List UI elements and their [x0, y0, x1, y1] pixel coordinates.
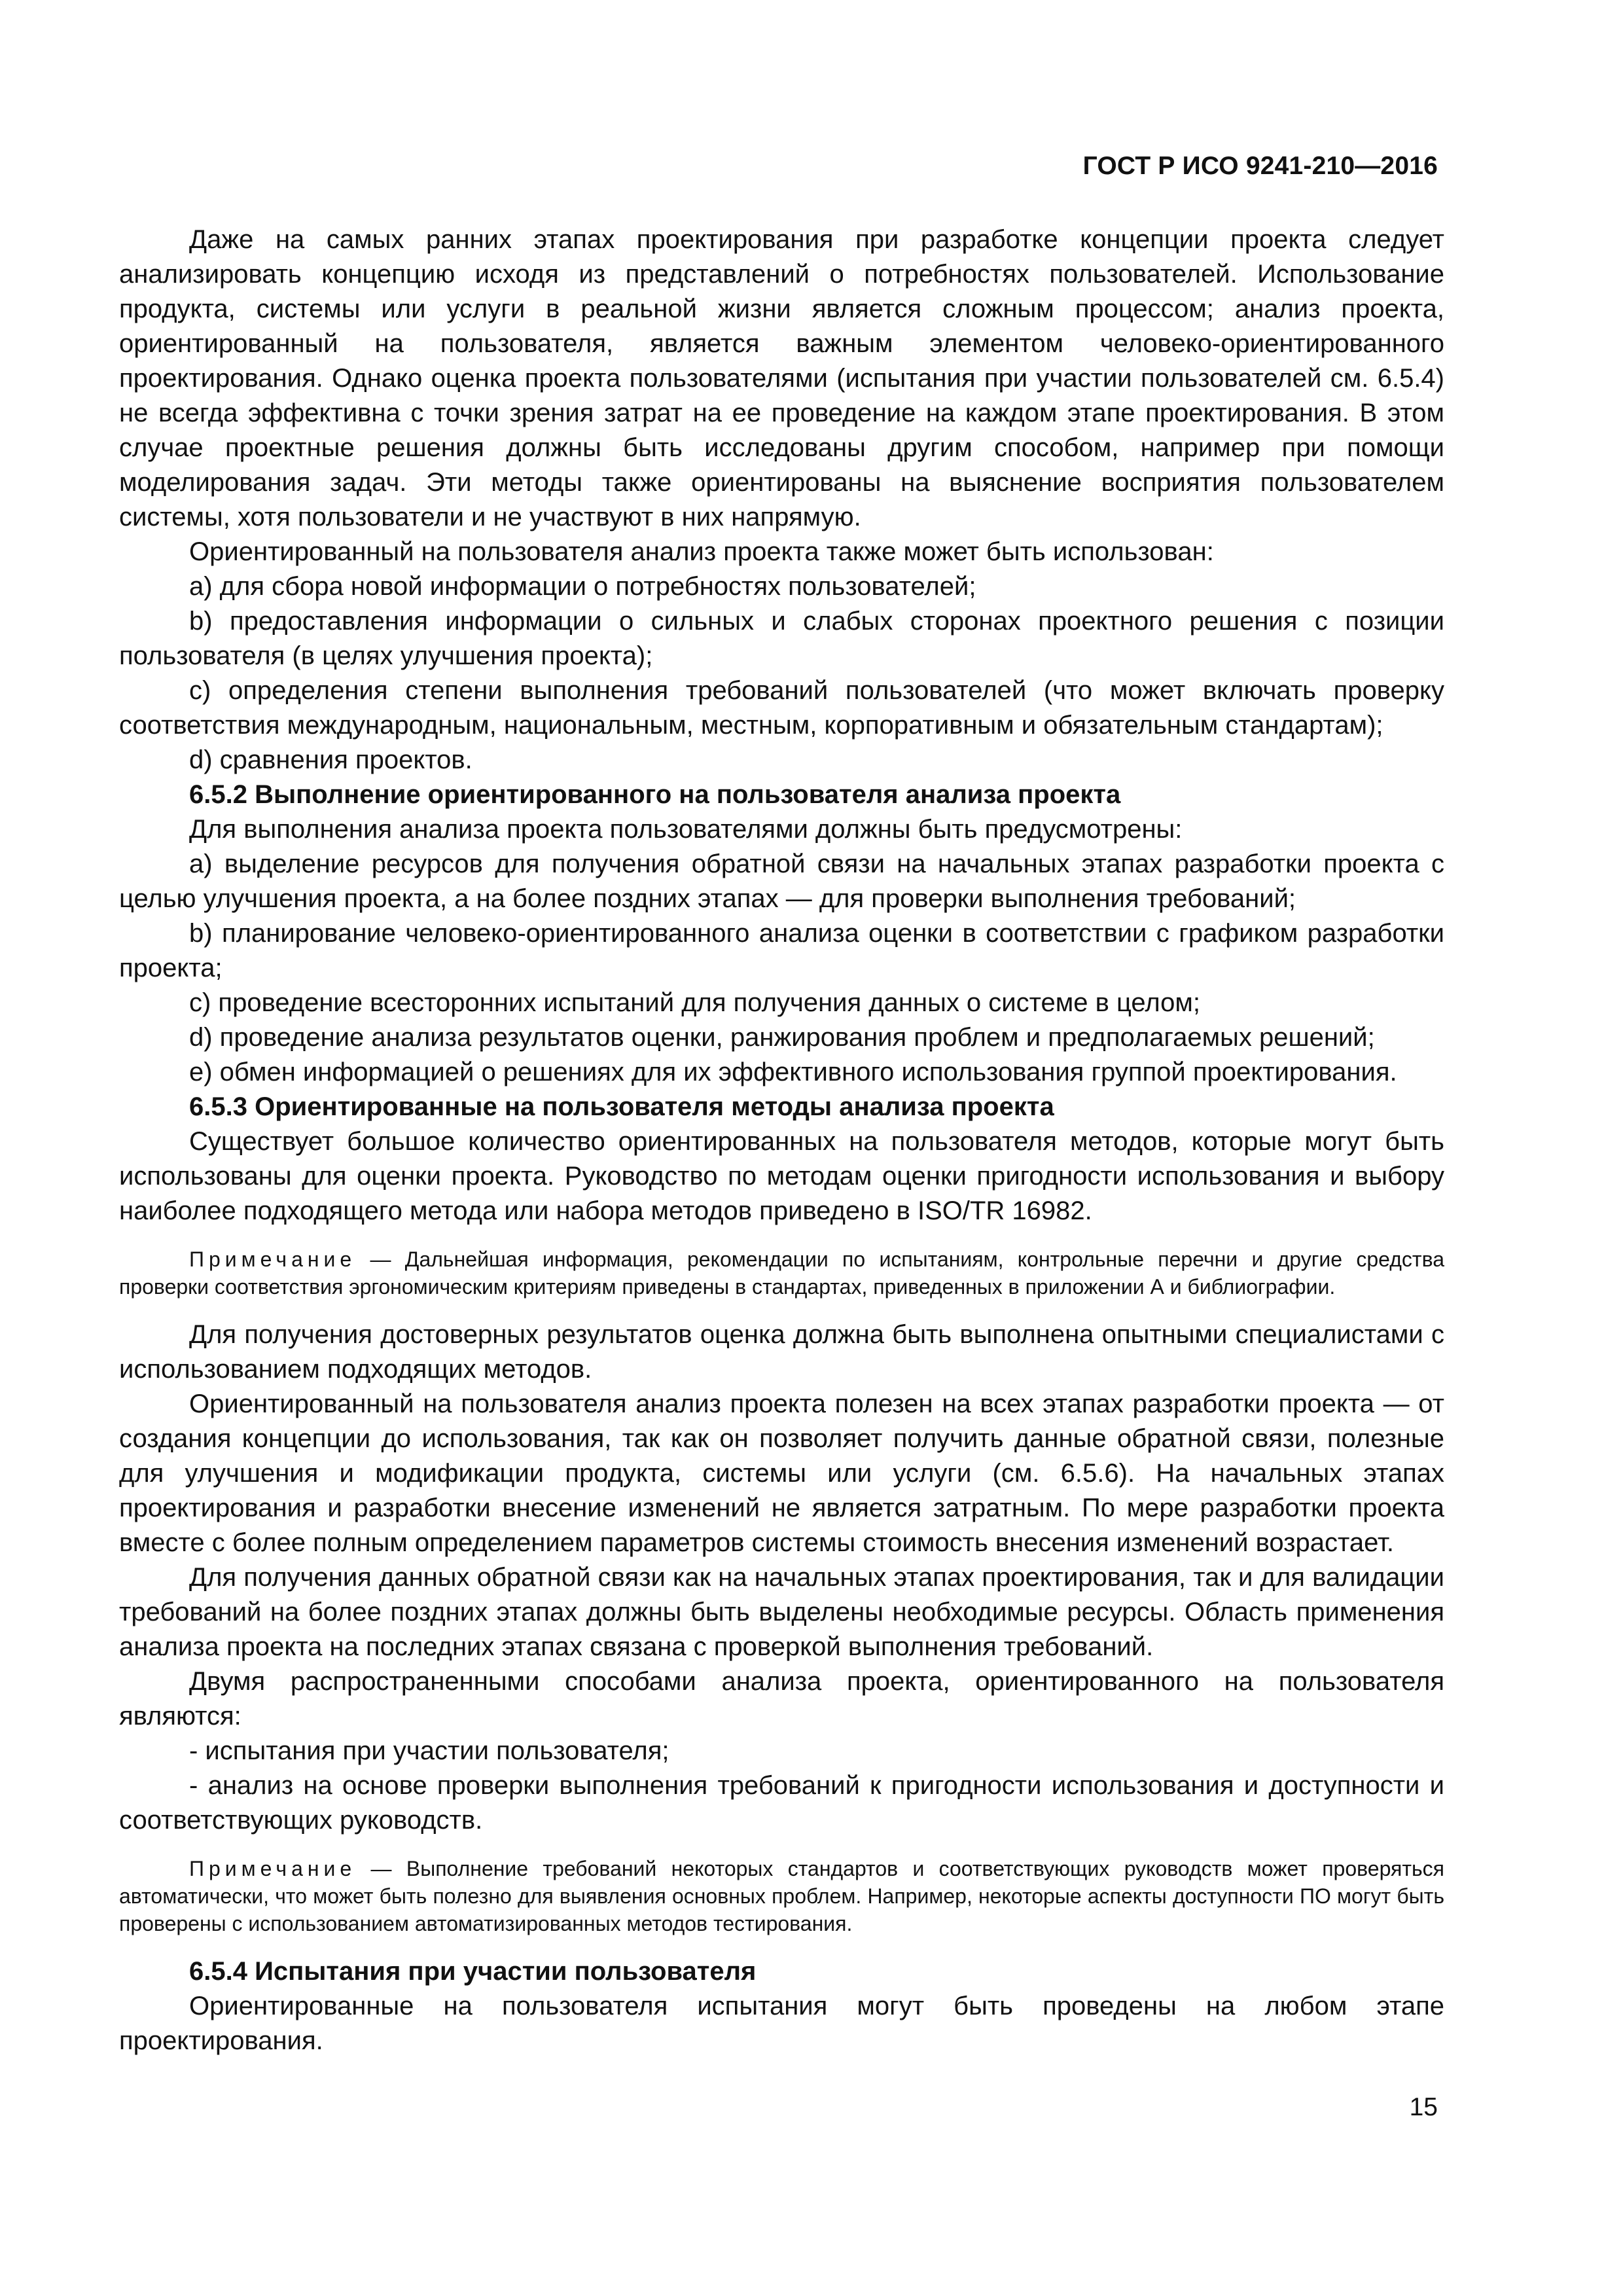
note — [119, 1246, 1444, 1300]
paragraph: Для получения данных обратной связи как на начальных этапах проектирования, так и для валидации требований на более поздних этапах должны быть выделены необходимые ресурсы. Область применения анализа проекта на последних этапах связана с проверкой выполнения требований. — [119, 1563, 1444, 1661]
paragraph: Существует большое количество ориентированных на пользователя методов, которые могут быть использованы для оценки проекта. Руководство по методам оценки пригодности использования и выбору наиболее подходящего метода или набора методов приведено в ISO/TR 16982. — [119, 1127, 1444, 1225]
note-text: — Выполнение требований некоторых стандартов и соответствующих руководств может проверяться автоматически, что может быть полезно для выявления основных проблем. Например, некоторые аспекты доступности ПО могут быть проверены с использованием автоматизированных методов тестирования. — [119, 1857, 1444, 1935]
paragraph: Даже на самых ранних этапах проектирования при разработке концепции проекта следует анализировать концепцию исходя из представлений о потребностях пользователей. Использование продукта, системы или услуги в реальной жизни является сложным процессом; анализ проекта, ориентированный на пользователя, является важным элементом человеко-ориентированного проектирования. Однако оценка проекта пользователями (испытания при участии пользователей см. 6.5.4) не всегда эффективна с точки зрения затрат на ее проведение на каждом этапе проектирования. В этом случае проектные решения должны быть исследованы другим способом, например при помощи моделирования задач. Эти методы также ориентированы на выяснение восприятия пользователем системы, хотя пользователи и не участвуют в них напрямую. — [119, 225, 1444, 531]
list-item: c) проведение всесторонних испытаний для получения данных о системе в целом; — [189, 988, 1200, 1017]
list-item: - анализ на основе проверки выполнения требований к пригодности использования и доступности и соответствующих руководств. — [119, 1771, 1444, 1835]
note-label: Примечание — [189, 1247, 357, 1271]
list-item: а) для сбора новой информации о потребностях пользователей; — [189, 572, 976, 601]
section-heading-6-5-4: 6.5.4 Испытания при участии пользователя — [189, 1957, 757, 1986]
note — [119, 1855, 1444, 1937]
list-item: - испытания при участии пользователя; — [189, 1736, 669, 1765]
list-item: b) планирование человеко-ориентированного анализа оценки в соответствии с графиком разработки проекта; — [119, 919, 1444, 982]
list-item: a) выделение ресурсов для получения обратной связи на начальных этапах разработки проекта с целью улучшения проекта, а на более поздних этапах — для проверки выполнения требований; — [119, 850, 1444, 913]
section-heading-6-5-2: 6.5.2 Выполнение ориентированного на пользователя анализа проекта — [189, 780, 1121, 809]
paragraph: Ориентированный на пользователя анализ проекта также может быть использован: — [189, 537, 1214, 566]
paragraph: Ориентированные на пользователя испытания могут быть проведены на любом этапе проектирования. — [119, 1992, 1444, 2055]
paragraph: Ориентированный на пользователя анализ проекта полезен на всех этапах разработки проекта — от создания концепции до использования, так как он позволяет получить данные обратной связи, полезные для улучшения и модификации продукта, системы или услуги (см. 6.5.6). На начальных этапах проектирования и разработки внесение изменений не является затратным. По мере разработки проекта вместе с более полным определением параметров системы стоимость внесения изменений возрастает. — [119, 1390, 1444, 1557]
note-label: Примечание — [189, 1857, 357, 1880]
list-item: d) сравнения проектов. — [189, 745, 473, 774]
note-text: — Дальнейшая информация, рекомендации по испытаниям, контрольные перечни и другие средства проверки соответствия эргономическим критериям приведены в стандартах, приведенных в приложении А и библиографии. — [119, 1247, 1444, 1299]
document-code-header: ГОСТ Р ИСО 9241-210—2016 — [1082, 152, 1438, 180]
list-item: e) обмен информацией о решениях для их эффективного использования группой проектирования. — [189, 1058, 1397, 1086]
paragraph: Двумя распространенными способами анализа проекта, ориентированного на пользователя являются: — [119, 1667, 1444, 1731]
list-item: с) определения степени выполнения требований пользователей (что может включать проверку соответствия международным, национальным, местным, корпоративным и обязательным стандартам); — [119, 676, 1444, 740]
paragraph: Для выполнения анализа проекта пользователями должны быть предусмотрены: — [189, 815, 1183, 844]
list-item: b) предоставления информации о сильных и слабых сторонах проектного решения с позиции пользователя (в целях улучшения проекта); — [119, 607, 1444, 670]
page-content — [119, 223, 1444, 2058]
section-heading-6-5-3: 6.5.3 Ориентированные на пользователя методы анализа проекта — [189, 1092, 1054, 1121]
page-number: 15 — [1409, 2093, 1438, 2121]
list-item: d) проведение анализа результатов оценки, ранжирования проблем и предполагаемых решений; — [189, 1023, 1375, 1052]
paragraph: Для получения достоверных результатов оценка должна быть выполнена опытными специалистами с использованием подходящих методов. — [119, 1320, 1444, 1384]
